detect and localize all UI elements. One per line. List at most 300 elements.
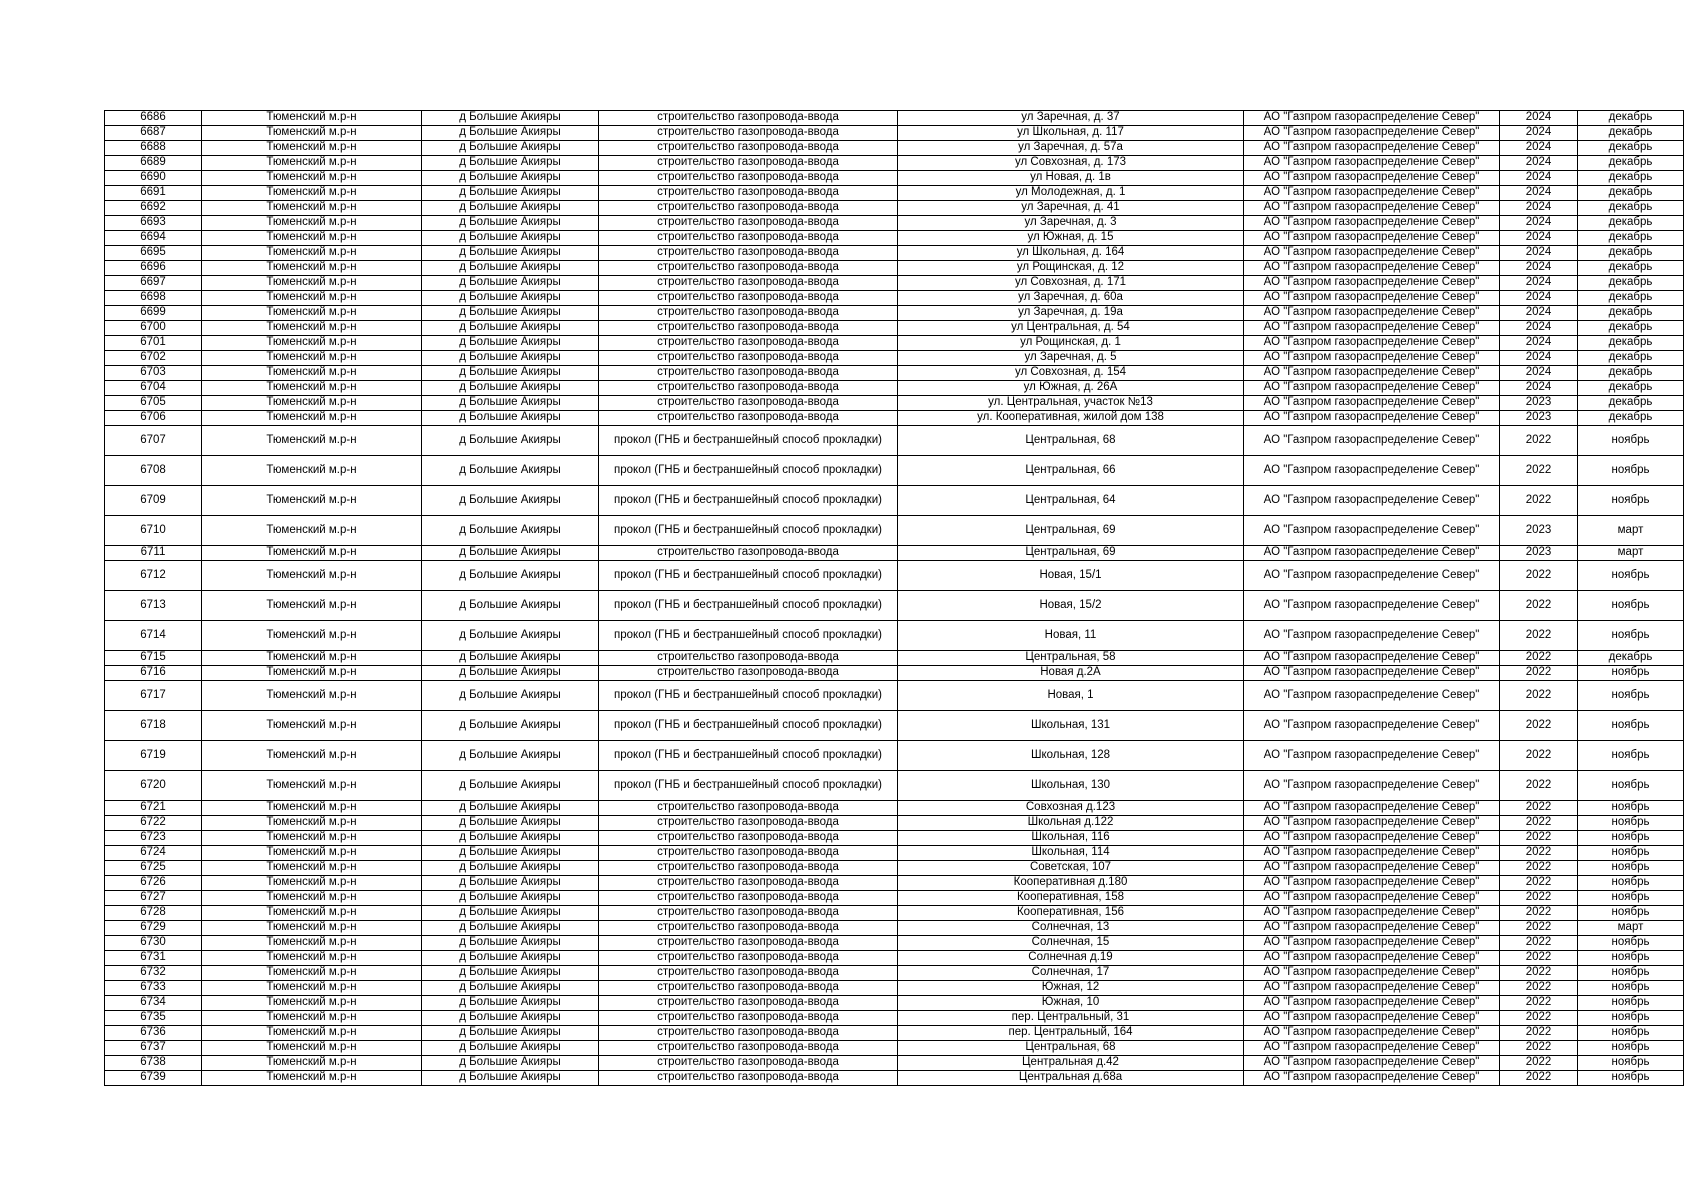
district-cell: Тюменский м.р-н xyxy=(202,1056,422,1071)
work-type-cell: строительство газопровода-ввода xyxy=(599,126,898,141)
table-row xyxy=(105,306,1684,321)
organization-cell: АО "Газпром газораспределение Север" xyxy=(1244,456,1500,486)
organization-cell: АО "Газпром газораспределение Север" xyxy=(1244,981,1500,996)
settlement-cell: д Большие Акияры xyxy=(422,126,599,141)
work-type-cell: строительство газопровода-ввода xyxy=(599,936,898,951)
month-cell: декабрь xyxy=(1578,201,1684,216)
settlement-cell: д Большие Акияры xyxy=(422,201,599,216)
table-row xyxy=(105,126,1684,141)
organization-cell: АО "Газпром газораспределение Север" xyxy=(1244,426,1500,456)
address-cell: Центральная, 69 xyxy=(898,516,1244,546)
work-type-cell: строительство газопровода-ввода xyxy=(599,876,898,891)
address-cell: Центральная д.68а xyxy=(898,1071,1244,1086)
work-type-cell: строительство газопровода-ввода xyxy=(599,666,898,681)
row-number-cell: 6698 xyxy=(105,291,202,306)
address-cell: ул Школьная, д. 117 xyxy=(898,126,1244,141)
month-cell: декабрь xyxy=(1578,321,1684,336)
organization-cell: АО "Газпром газораспределение Север" xyxy=(1244,186,1500,201)
year-cell: 2022 xyxy=(1500,996,1578,1011)
table-row xyxy=(105,1011,1684,1026)
address-cell: ул. Центральная, участок №13 xyxy=(898,396,1244,411)
document-page xyxy=(104,110,1653,1086)
address-cell: ул Заречная, д. 60а xyxy=(898,291,1244,306)
address-cell: ул Заречная, д. 5 xyxy=(898,351,1244,366)
district-cell: Тюменский м.р-н xyxy=(202,591,422,621)
year-cell: 2024 xyxy=(1500,111,1578,126)
row-number-cell: 6721 xyxy=(105,801,202,816)
address-cell: ул Рощинская, д. 12 xyxy=(898,261,1244,276)
district-cell: Тюменский м.р-н xyxy=(202,951,422,966)
row-number-cell: 6723 xyxy=(105,831,202,846)
table-row xyxy=(105,591,1684,621)
year-cell: 2024 xyxy=(1500,246,1578,261)
address-cell: Центральная, 68 xyxy=(898,1041,1244,1056)
year-cell: 2024 xyxy=(1500,231,1578,246)
district-cell: Тюменский м.р-н xyxy=(202,876,422,891)
district-cell: Тюменский м.р-н xyxy=(202,861,422,876)
district-cell: Тюменский м.р-н xyxy=(202,231,422,246)
organization-cell: АО "Газпром газораспределение Север" xyxy=(1244,126,1500,141)
table-row xyxy=(105,651,1684,666)
table-row xyxy=(105,846,1684,861)
row-number-cell: 6720 xyxy=(105,771,202,801)
settlement-cell: д Большие Акияры xyxy=(422,246,599,261)
year-cell: 2022 xyxy=(1500,771,1578,801)
table-row xyxy=(105,411,1684,426)
year-cell: 2022 xyxy=(1500,1056,1578,1071)
work-type-cell: строительство газопровода-ввода xyxy=(599,246,898,261)
address-cell: Школьная, 131 xyxy=(898,711,1244,741)
district-cell: Тюменский м.р-н xyxy=(202,366,422,381)
row-number-cell: 6729 xyxy=(105,921,202,936)
work-type-cell: строительство газопровода-ввода xyxy=(599,366,898,381)
table-row xyxy=(105,1041,1684,1056)
settlement-cell: д Большие Акияры xyxy=(422,861,599,876)
district-cell: Тюменский м.р-н xyxy=(202,261,422,276)
table-row xyxy=(105,876,1684,891)
settlement-cell: д Большие Акияры xyxy=(422,591,599,621)
settlement-cell: д Большие Акияры xyxy=(422,546,599,561)
month-cell: ноябрь xyxy=(1578,486,1684,516)
organization-cell: АО "Газпром газораспределение Север" xyxy=(1244,966,1500,981)
work-type-cell: строительство газопровода-ввода xyxy=(599,1011,898,1026)
work-type-cell: строительство газопровода-ввода xyxy=(599,651,898,666)
district-cell: Тюменский м.р-н xyxy=(202,246,422,261)
table-row xyxy=(105,201,1684,216)
address-cell: Кооперативная, 156 xyxy=(898,906,1244,921)
settlement-cell: д Большие Акияры xyxy=(422,186,599,201)
address-cell: Кооперативная д.180 xyxy=(898,876,1244,891)
address-cell: Кооперативная, 158 xyxy=(898,891,1244,906)
settlement-cell: д Большие Акияры xyxy=(422,981,599,996)
organization-cell: АО "Газпром газораспределение Север" xyxy=(1244,246,1500,261)
row-number-cell: 6725 xyxy=(105,861,202,876)
work-type-cell: строительство газопровода-ввода xyxy=(599,411,898,426)
district-cell: Тюменский м.р-н xyxy=(202,336,422,351)
table-row xyxy=(105,141,1684,156)
row-number-cell: 6706 xyxy=(105,411,202,426)
work-type-cell: строительство газопровода-ввода xyxy=(599,996,898,1011)
year-cell: 2022 xyxy=(1500,906,1578,921)
settlement-cell: д Большие Акияры xyxy=(422,141,599,156)
district-cell: Тюменский м.р-н xyxy=(202,621,422,651)
work-type-cell: строительство газопровода-ввода xyxy=(599,141,898,156)
work-type-cell: строительство газопровода-ввода xyxy=(599,1026,898,1041)
district-cell: Тюменский м.р-н xyxy=(202,921,422,936)
work-type-cell: строительство газопровода-ввода xyxy=(599,321,898,336)
month-cell: декабрь xyxy=(1578,216,1684,231)
organization-cell: АО "Газпром газораспределение Север" xyxy=(1244,321,1500,336)
table-row xyxy=(105,771,1684,801)
settlement-cell: д Большие Акияры xyxy=(422,906,599,921)
district-cell: Тюменский м.р-н xyxy=(202,426,422,456)
settlement-cell: д Большие Акияры xyxy=(422,231,599,246)
month-cell: декабрь xyxy=(1578,276,1684,291)
table-row xyxy=(105,996,1684,1011)
organization-cell: АО "Газпром газораспределение Север" xyxy=(1244,876,1500,891)
organization-cell: АО "Газпром газораспределение Север" xyxy=(1244,771,1500,801)
settlement-cell: д Большие Акияры xyxy=(422,291,599,306)
work-type-cell: прокол (ГНБ и бестраншейный способ прокладки) xyxy=(599,681,898,711)
year-cell: 2022 xyxy=(1500,591,1578,621)
table-row xyxy=(105,561,1684,591)
year-cell: 2022 xyxy=(1500,621,1578,651)
work-type-cell: строительство газопровода-ввода xyxy=(599,396,898,411)
year-cell: 2022 xyxy=(1500,966,1578,981)
table-row xyxy=(105,351,1684,366)
month-cell: ноябрь xyxy=(1578,1071,1684,1086)
year-cell: 2022 xyxy=(1500,711,1578,741)
address-cell: Школьная, 128 xyxy=(898,741,1244,771)
year-cell: 2024 xyxy=(1500,291,1578,306)
organization-cell: АО "Газпром газораспределение Север" xyxy=(1244,801,1500,816)
work-type-cell: строительство газопровода-ввода xyxy=(599,816,898,831)
settlement-cell: д Большие Акияры xyxy=(422,966,599,981)
organization-cell: АО "Газпром газораспределение Север" xyxy=(1244,141,1500,156)
settlement-cell: д Большие Акияры xyxy=(422,951,599,966)
settlement-cell: д Большие Акияры xyxy=(422,741,599,771)
district-cell: Тюменский м.р-н xyxy=(202,936,422,951)
work-type-cell: строительство газопровода-ввода xyxy=(599,966,898,981)
district-cell: Тюменский м.р-н xyxy=(202,291,422,306)
year-cell: 2022 xyxy=(1500,831,1578,846)
address-cell: Новая, 1 xyxy=(898,681,1244,711)
row-number-cell: 6732 xyxy=(105,966,202,981)
month-cell: ноябрь xyxy=(1578,771,1684,801)
organization-cell: АО "Газпром газораспределение Север" xyxy=(1244,891,1500,906)
month-cell: ноябрь xyxy=(1578,1041,1684,1056)
address-cell: Центральная д.42 xyxy=(898,1056,1244,1071)
work-type-cell: строительство газопровода-ввода xyxy=(599,831,898,846)
year-cell: 2022 xyxy=(1500,801,1578,816)
organization-cell: АО "Газпром газораспределение Север" xyxy=(1244,276,1500,291)
district-cell: Тюменский м.р-н xyxy=(202,816,422,831)
table-row xyxy=(105,906,1684,921)
row-number-cell: 6707 xyxy=(105,426,202,456)
year-cell: 2024 xyxy=(1500,276,1578,291)
work-type-cell: строительство газопровода-ввода xyxy=(599,546,898,561)
settlement-cell: д Большие Акияры xyxy=(422,996,599,1011)
table-row xyxy=(105,231,1684,246)
year-cell: 2022 xyxy=(1500,666,1578,681)
organization-cell: АО "Газпром газораспределение Север" xyxy=(1244,951,1500,966)
table-row xyxy=(105,216,1684,231)
month-cell: ноябрь xyxy=(1578,1026,1684,1041)
month-cell: декабрь xyxy=(1578,651,1684,666)
year-cell: 2022 xyxy=(1500,681,1578,711)
district-cell: Тюменский м.р-н xyxy=(202,546,422,561)
month-cell: ноябрь xyxy=(1578,831,1684,846)
month-cell: декабрь xyxy=(1578,246,1684,261)
district-cell: Тюменский м.р-н xyxy=(202,1071,422,1086)
row-number-cell: 6734 xyxy=(105,996,202,1011)
settlement-cell: д Большие Акияры xyxy=(422,1041,599,1056)
address-cell: Совхозная д.123 xyxy=(898,801,1244,816)
organization-cell: АО "Газпром газораспределение Север" xyxy=(1244,171,1500,186)
organization-cell: АО "Газпром газораспределение Север" xyxy=(1244,306,1500,321)
work-type-cell: строительство газопровода-ввода xyxy=(599,111,898,126)
settlement-cell: д Большие Акияры xyxy=(422,1071,599,1086)
district-cell: Тюменский м.р-н xyxy=(202,381,422,396)
address-cell: Советская, 107 xyxy=(898,861,1244,876)
district-cell: Тюменский м.р-н xyxy=(202,411,422,426)
address-cell: ул Заречная, д. 37 xyxy=(898,111,1244,126)
district-cell: Тюменский м.р-н xyxy=(202,711,422,741)
organization-cell: АО "Газпром газораспределение Север" xyxy=(1244,936,1500,951)
row-number-cell: 6712 xyxy=(105,561,202,591)
month-cell: ноябрь xyxy=(1578,561,1684,591)
table-row xyxy=(105,966,1684,981)
table-row xyxy=(105,546,1684,561)
table-row xyxy=(105,426,1684,456)
settlement-cell: д Большие Акияры xyxy=(422,516,599,546)
month-cell: ноябрь xyxy=(1578,666,1684,681)
row-number-cell: 6736 xyxy=(105,1026,202,1041)
settlement-cell: д Большие Акияры xyxy=(422,651,599,666)
row-number-cell: 6692 xyxy=(105,201,202,216)
year-cell: 2024 xyxy=(1500,381,1578,396)
row-number-cell: 6717 xyxy=(105,681,202,711)
table-row xyxy=(105,801,1684,816)
year-cell: 2022 xyxy=(1500,561,1578,591)
address-cell: ул Заречная, д. 57а xyxy=(898,141,1244,156)
district-cell: Тюменский м.р-н xyxy=(202,801,422,816)
settlement-cell: д Большие Акияры xyxy=(422,561,599,591)
year-cell: 2022 xyxy=(1500,1011,1578,1026)
address-cell: Южная, 10 xyxy=(898,996,1244,1011)
address-cell: пер. Центральный, 164 xyxy=(898,1026,1244,1041)
month-cell: декабрь xyxy=(1578,366,1684,381)
table-row xyxy=(105,261,1684,276)
district-cell: Тюменский м.р-н xyxy=(202,966,422,981)
row-number-cell: 6687 xyxy=(105,126,202,141)
settlement-cell: д Большие Акияры xyxy=(422,351,599,366)
table-row xyxy=(105,1071,1684,1086)
district-cell: Тюменский м.р-н xyxy=(202,141,422,156)
district-cell: Тюменский м.р-н xyxy=(202,456,422,486)
organization-cell: АО "Газпром газораспределение Север" xyxy=(1244,291,1500,306)
work-type-cell: строительство газопровода-ввода xyxy=(599,891,898,906)
district-cell: Тюменский м.р-н xyxy=(202,321,422,336)
organization-cell: АО "Газпром газораспределение Север" xyxy=(1244,381,1500,396)
month-cell: март xyxy=(1578,921,1684,936)
work-type-cell: строительство газопровода-ввода xyxy=(599,351,898,366)
year-cell: 2024 xyxy=(1500,171,1578,186)
organization-cell: АО "Газпром газораспределение Север" xyxy=(1244,231,1500,246)
table-row xyxy=(105,831,1684,846)
address-cell: Центральная, 64 xyxy=(898,486,1244,516)
address-cell: ул Центральная, д. 54 xyxy=(898,321,1244,336)
address-cell: Новая, 15/1 xyxy=(898,561,1244,591)
district-cell: Тюменский м.р-н xyxy=(202,351,422,366)
address-cell: Новая д.2А xyxy=(898,666,1244,681)
settlement-cell: д Большие Акияры xyxy=(422,681,599,711)
district-cell: Тюменский м.р-н xyxy=(202,156,422,171)
address-cell: Центральная, 58 xyxy=(898,651,1244,666)
month-cell: март xyxy=(1578,546,1684,561)
settlement-cell: д Большие Акияры xyxy=(422,381,599,396)
table-row xyxy=(105,861,1684,876)
work-type-cell: строительство газопровода-ввода xyxy=(599,231,898,246)
table-row xyxy=(105,681,1684,711)
work-type-cell: строительство газопровода-ввода xyxy=(599,801,898,816)
table-row xyxy=(105,396,1684,411)
work-type-cell: строительство газопровода-ввода xyxy=(599,336,898,351)
settlement-cell: д Большие Акияры xyxy=(422,846,599,861)
month-cell: декабрь xyxy=(1578,186,1684,201)
work-type-cell: строительство газопровода-ввода xyxy=(599,951,898,966)
table-row xyxy=(105,936,1684,951)
table-row xyxy=(105,321,1684,336)
work-type-cell: строительство газопровода-ввода xyxy=(599,1041,898,1056)
table-row xyxy=(105,1026,1684,1041)
district-cell: Тюменский м.р-н xyxy=(202,846,422,861)
settlement-cell: д Большие Акияры xyxy=(422,621,599,651)
organization-cell: АО "Газпром газораспределение Север" xyxy=(1244,816,1500,831)
district-cell: Тюменский м.р-н xyxy=(202,1011,422,1026)
organization-cell: АО "Газпром газораспределение Север" xyxy=(1244,996,1500,1011)
row-number-cell: 6704 xyxy=(105,381,202,396)
settlement-cell: д Большие Акияры xyxy=(422,771,599,801)
address-cell: Школьная, 114 xyxy=(898,846,1244,861)
table-body xyxy=(105,111,1684,1086)
district-cell: Тюменский м.р-н xyxy=(202,891,422,906)
row-number-cell: 6696 xyxy=(105,261,202,276)
month-cell: декабрь xyxy=(1578,261,1684,276)
month-cell: декабрь xyxy=(1578,111,1684,126)
row-number-cell: 6715 xyxy=(105,651,202,666)
organization-cell: АО "Газпром газораспределение Север" xyxy=(1244,681,1500,711)
settlement-cell: д Большие Акияры xyxy=(422,216,599,231)
address-cell: ул Южная, д. 26А xyxy=(898,381,1244,396)
settlement-cell: д Большие Акияры xyxy=(422,1026,599,1041)
month-cell: март xyxy=(1578,516,1684,546)
row-number-cell: 6689 xyxy=(105,156,202,171)
organization-cell: АО "Газпром газораспределение Север" xyxy=(1244,711,1500,741)
work-type-cell: строительство газопровода-ввода xyxy=(599,291,898,306)
district-cell: Тюменский м.р-н xyxy=(202,666,422,681)
year-cell: 2024 xyxy=(1500,351,1578,366)
work-type-cell: строительство газопровода-ввода xyxy=(599,171,898,186)
organization-cell: АО "Газпром газораспределение Север" xyxy=(1244,861,1500,876)
settlement-cell: д Большие Акияры xyxy=(422,261,599,276)
work-type-cell: прокол (ГНБ и бестраншейный способ прокладки) xyxy=(599,621,898,651)
work-type-cell: строительство газопровода-ввода xyxy=(599,156,898,171)
work-type-cell: прокол (ГНБ и бестраншейный способ прокладки) xyxy=(599,561,898,591)
month-cell: ноябрь xyxy=(1578,1056,1684,1071)
row-number-cell: 6739 xyxy=(105,1071,202,1086)
year-cell: 2024 xyxy=(1500,141,1578,156)
year-cell: 2022 xyxy=(1500,981,1578,996)
organization-cell: АО "Газпром газораспределение Север" xyxy=(1244,831,1500,846)
row-number-cell: 6688 xyxy=(105,141,202,156)
organization-cell: АО "Газпром газораспределение Север" xyxy=(1244,351,1500,366)
district-cell: Тюменский м.р-н xyxy=(202,126,422,141)
work-type-cell: строительство газопровода-ввода xyxy=(599,1056,898,1071)
organization-cell: АО "Газпром газораспределение Север" xyxy=(1244,216,1500,231)
row-number-cell: 6714 xyxy=(105,621,202,651)
district-cell: Тюменский м.р-н xyxy=(202,171,422,186)
row-number-cell: 6724 xyxy=(105,846,202,861)
row-number-cell: 6709 xyxy=(105,486,202,516)
settlement-cell: д Большие Акияры xyxy=(422,426,599,456)
organization-cell: АО "Газпром газораспределение Север" xyxy=(1244,921,1500,936)
month-cell: ноябрь xyxy=(1578,711,1684,741)
settlement-cell: д Большие Акияры xyxy=(422,831,599,846)
table-row xyxy=(105,621,1684,651)
table-row xyxy=(105,741,1684,771)
organization-cell: АО "Газпром газораспределение Север" xyxy=(1244,201,1500,216)
address-cell: пер. Центральный, 31 xyxy=(898,1011,1244,1026)
table-row xyxy=(105,921,1684,936)
row-number-cell: 6708 xyxy=(105,456,202,486)
address-cell: ул Заречная, д. 41 xyxy=(898,201,1244,216)
table-row xyxy=(105,276,1684,291)
month-cell: ноябрь xyxy=(1578,801,1684,816)
settlement-cell: д Большие Акияры xyxy=(422,276,599,291)
work-type-cell: строительство газопровода-ввода xyxy=(599,861,898,876)
address-cell: ул Новая, д. 1в xyxy=(898,171,1244,186)
settlement-cell: д Большие Акияры xyxy=(422,411,599,426)
organization-cell: АО "Газпром газораспределение Север" xyxy=(1244,561,1500,591)
organization-cell: АО "Газпром газораспределение Север" xyxy=(1244,1011,1500,1026)
month-cell: ноябрь xyxy=(1578,891,1684,906)
row-number-cell: 6711 xyxy=(105,546,202,561)
organization-cell: АО "Газпром газораспределение Север" xyxy=(1244,516,1500,546)
organization-cell: АО "Газпром газораспределение Север" xyxy=(1244,846,1500,861)
row-number-cell: 6716 xyxy=(105,666,202,681)
district-cell: Тюменский м.р-н xyxy=(202,276,422,291)
year-cell: 2024 xyxy=(1500,336,1578,351)
district-cell: Тюменский м.р-н xyxy=(202,906,422,921)
settlement-cell: д Большие Акияры xyxy=(422,486,599,516)
year-cell: 2022 xyxy=(1500,891,1578,906)
year-cell: 2022 xyxy=(1500,951,1578,966)
district-cell: Тюменский м.р-н xyxy=(202,831,422,846)
work-type-cell: строительство газопровода-ввода xyxy=(599,216,898,231)
table-row xyxy=(105,951,1684,966)
row-number-cell: 6713 xyxy=(105,591,202,621)
month-cell: декабрь xyxy=(1578,336,1684,351)
month-cell: ноябрь xyxy=(1578,1011,1684,1026)
district-cell: Тюменский м.р-н xyxy=(202,681,422,711)
district-cell: Тюменский м.р-н xyxy=(202,216,422,231)
row-number-cell: 6735 xyxy=(105,1011,202,1026)
settlement-cell: д Большие Акияры xyxy=(422,336,599,351)
row-number-cell: 6694 xyxy=(105,231,202,246)
month-cell: ноябрь xyxy=(1578,816,1684,831)
district-cell: Тюменский м.р-н xyxy=(202,771,422,801)
